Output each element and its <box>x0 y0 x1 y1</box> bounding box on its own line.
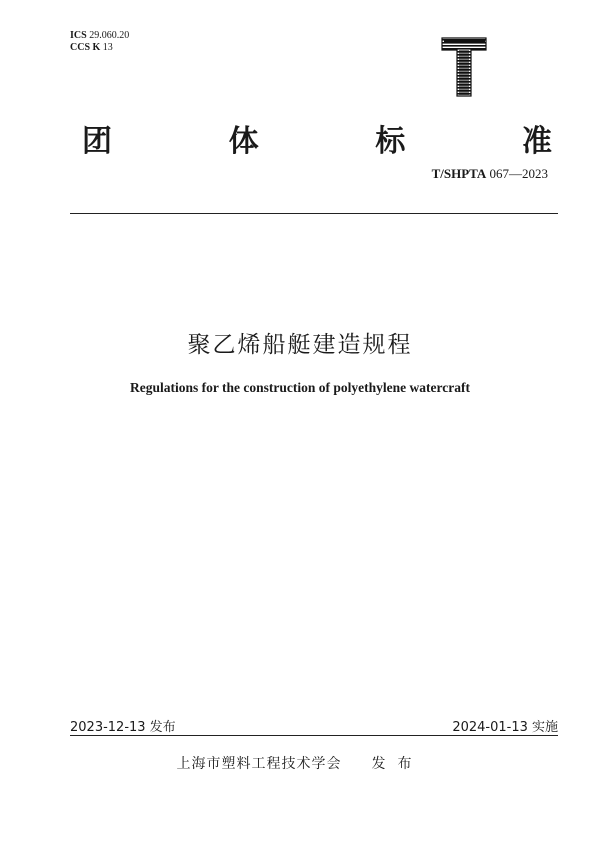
ics-label: ICS <box>70 30 87 41</box>
ics-code: 29.060.20 <box>89 30 130 41</box>
publisher-organization: 上海市塑料工程技术学会 <box>176 756 342 772</box>
publisher-action: 发布 <box>371 756 424 772</box>
title-english: Regulations for the construction of polyethylene watercraft <box>130 380 470 395</box>
doc-type-char-2: 体 <box>228 124 259 159</box>
implementation-date: 2024-01-13 实施 <box>452 720 558 735</box>
ics-line <box>70 30 129 42</box>
ccs-label: CCS <box>70 42 91 53</box>
ccs-code: 13 <box>102 42 113 53</box>
doc-type-char-4: 准 <box>521 124 552 159</box>
doc-type-char-1: 团 <box>82 124 112 159</box>
doc-type-char-3: 标 <box>375 124 406 159</box>
category-mark-logo <box>440 36 488 98</box>
ccs-class: K <box>92 42 101 53</box>
standard-number <box>432 166 548 182</box>
title-chinese: 聚乙烯船艇建造规程 <box>187 332 413 358</box>
standard-prefix: T/SHPTA <box>431 166 487 181</box>
standard-code: 067—2023 <box>489 166 548 181</box>
document-type-heading <box>82 116 552 160</box>
bottom-divider <box>70 735 558 736</box>
ccs-line <box>70 42 113 54</box>
issue-date: 2023-12-13 发布 <box>70 720 176 735</box>
publisher-line <box>0 753 600 773</box>
top-divider <box>70 213 558 214</box>
